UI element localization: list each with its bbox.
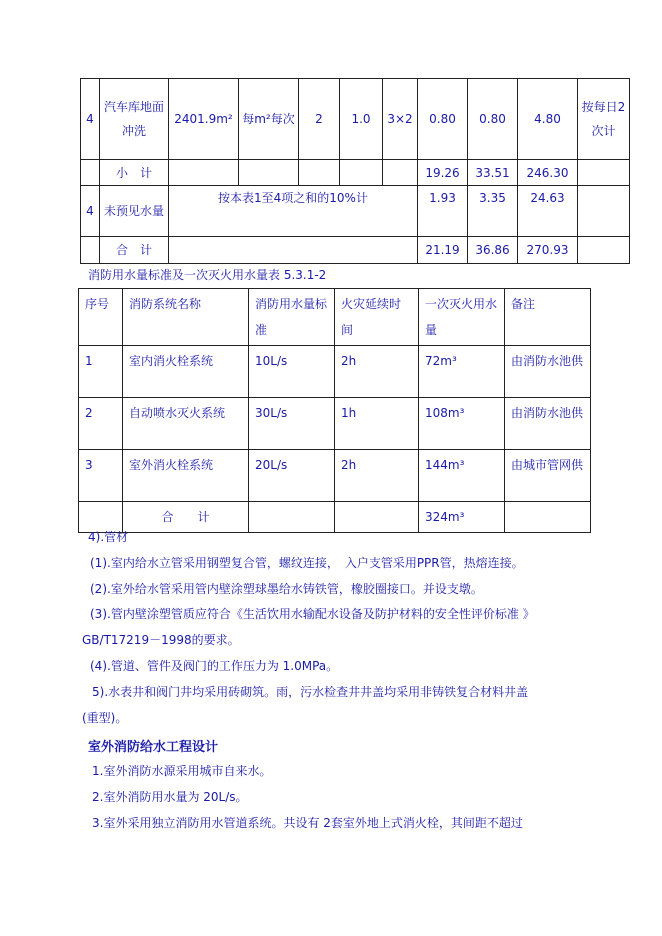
table-cell: 270.93 xyxy=(518,237,578,264)
table-row xyxy=(79,346,591,398)
table-cell: 30L/s xyxy=(249,398,335,450)
table-cell: 36.86 xyxy=(468,237,518,264)
paragraph: (3).管内壁涂塑管质应符合《生活饮用水输配水设备及防护材料的安全性评价标准 》 xyxy=(90,607,535,621)
paragraph: 1.室外消防水源采用城市自来水。 xyxy=(92,764,272,778)
table-cell: 3×2 xyxy=(383,79,418,160)
paragraph: 2.室外消防用水量为 20L/s。 xyxy=(92,790,248,804)
column-header: 备注 xyxy=(505,289,591,346)
column-header: 消防用水量标准 xyxy=(249,289,335,346)
table-cell xyxy=(299,160,340,186)
table-cell: 4.80 xyxy=(518,79,578,160)
column-header: 火灾延续时间 xyxy=(335,289,419,346)
table-cell: 2401.9m² xyxy=(169,79,239,160)
column-header: 一次灭火用水量 xyxy=(419,289,505,346)
table-cell: 小 计 xyxy=(100,160,169,186)
table-cell: 由消防水池供 xyxy=(505,398,591,450)
table-cell xyxy=(81,237,100,264)
pipe-material-title: 4).管材 xyxy=(88,530,129,544)
table-cell xyxy=(335,502,419,533)
fire-water-table xyxy=(78,288,591,533)
table-cell: 19.26 xyxy=(418,160,468,186)
table-cell: 室内消火栓系统 xyxy=(123,346,249,398)
table-cell: 3.35 xyxy=(468,186,518,237)
table-row xyxy=(81,79,630,160)
paragraph: GB/T17219－1998的要求。 xyxy=(82,633,240,647)
table-cell: 汽车库地面冲洗 xyxy=(100,79,169,160)
table-cell xyxy=(249,502,335,533)
table-cell: 2 xyxy=(79,398,123,450)
table-cell: 由城市管网供 xyxy=(505,450,591,502)
table-row xyxy=(79,450,591,502)
table-cell: 自动喷水灭火系统 xyxy=(123,398,249,450)
table-cell: 108m³ xyxy=(419,398,505,450)
table-cell xyxy=(578,186,630,237)
table-cell: 21.19 xyxy=(418,237,468,264)
table-cell: 3 xyxy=(79,450,123,502)
paragraph: 5).水表井和阀门井均采用砖砌筑。雨，污水检查井井盖均采用非铸铁复合材料井盖 xyxy=(92,685,529,699)
table-row xyxy=(79,502,591,533)
water-usage-table xyxy=(80,78,630,264)
paragraph: 3.室外采用独立消防用水管道系统。共设有 2套室外地上式消火栓，其间距不超过 xyxy=(92,816,523,830)
table-row xyxy=(81,237,630,264)
table-row xyxy=(81,186,630,237)
table-cell: 每m²每次 xyxy=(239,79,299,160)
table-cell xyxy=(578,237,630,264)
table-row xyxy=(79,398,591,450)
table-cell: 246.30 xyxy=(518,160,578,186)
table-cell: 合 计 xyxy=(100,237,169,264)
table-cell xyxy=(239,160,299,186)
table-cell: 324m³ xyxy=(419,502,505,533)
table-cell: 2h xyxy=(335,450,419,502)
table-cell: 1.0 xyxy=(340,79,383,160)
table-cell: 72m³ xyxy=(419,346,505,398)
table-cell: 2h xyxy=(335,346,419,398)
table-row xyxy=(81,160,630,186)
table-cell: 未预见水量 xyxy=(100,186,169,237)
table-cell: 1.93 xyxy=(418,186,468,237)
table-cell: 按本表1至4项之和的10%计 xyxy=(169,186,418,237)
table-cell: 4 xyxy=(81,79,100,160)
table-cell xyxy=(383,160,418,186)
table-cell xyxy=(505,502,591,533)
table-cell: 0.80 xyxy=(468,79,518,160)
table-cell: 室外消火栓系统 xyxy=(123,450,249,502)
table-cell: 24.63 xyxy=(518,186,578,237)
paragraph: (重型)。 xyxy=(82,711,128,725)
table-cell xyxy=(340,160,383,186)
table-cell: 按每日2次计 xyxy=(578,79,630,160)
paragraph: (1).室内给水立管采用钢塑复合管，螺纹连接， 入户支管采用PPR管，热熔连接。 xyxy=(90,556,524,570)
table-cell: 4 xyxy=(81,186,100,237)
column-header: 消防系统名称 xyxy=(123,289,249,346)
table-cell: 33.51 xyxy=(468,160,518,186)
table-cell: 合 计 xyxy=(123,502,249,533)
table-cell: 由消防水池供 xyxy=(505,346,591,398)
table-header-row xyxy=(79,289,591,346)
table-cell xyxy=(169,237,418,264)
table-cell: 2 xyxy=(299,79,340,160)
column-header: 序号 xyxy=(79,289,123,346)
table-cell xyxy=(81,160,100,186)
table-cell: 20L/s xyxy=(249,450,335,502)
table-cell: 1 xyxy=(79,346,123,398)
fire-table-caption: 消防用水量标准及一次灭火用水量表 5.3.1-2 xyxy=(88,268,327,282)
table-cell xyxy=(578,160,630,186)
section-heading: 室外消防给水工程设计 xyxy=(88,740,219,755)
table-cell: 0.80 xyxy=(418,79,468,160)
table-cell: 1h xyxy=(335,398,419,450)
paragraph: (2).室外给水管采用管内壁涂塑球墨给水铸铁管，橡胶圈接口。并设支墩。 xyxy=(90,582,483,596)
paragraph: (4).管道、管件及阀门的工作压力为 1.0MPa。 xyxy=(90,659,339,673)
table-cell xyxy=(169,160,239,186)
table-cell: 10L/s xyxy=(249,346,335,398)
table-cell: 144m³ xyxy=(419,450,505,502)
